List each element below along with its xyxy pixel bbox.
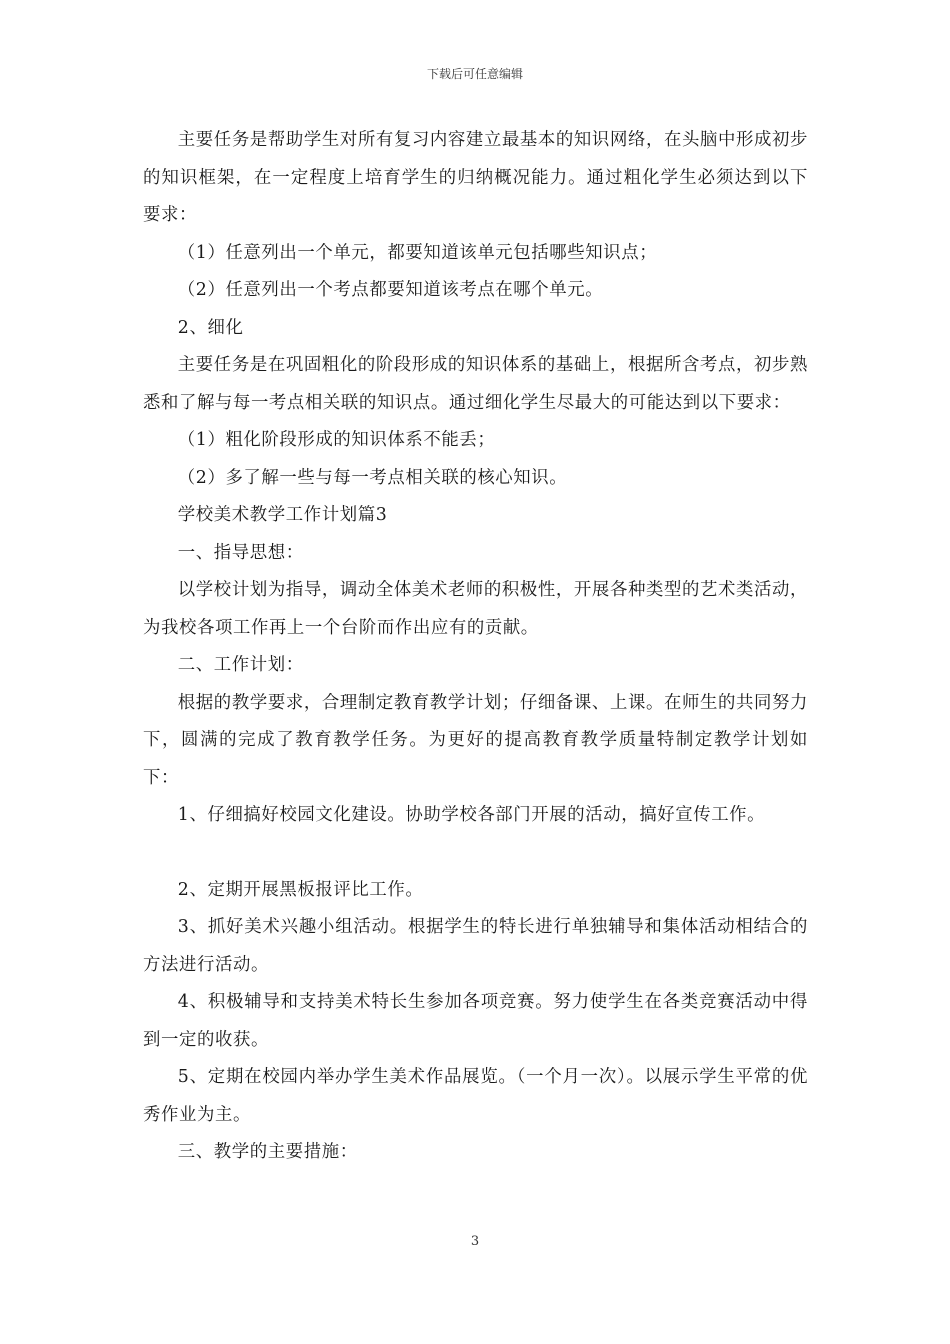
paragraph: 主要任务是帮助学生对所有复习内容建立最基本的知识网络，在头脑中形成初步的知识框架，在一定程度上培育学生的归纳概况能力。通过粗化学生必须达到以下要求： xyxy=(143,130,808,225)
list-item: 4、积极辅导和支持美术特长生参加各项竞赛。努力使学生在各类竞赛活动中得到一定的收获。 xyxy=(143,992,808,1050)
paragraph: 主要任务是在巩固粗化的阶段形成的知识体系的基础上，根据所含考点，初步熟悉和了解与每一考点相关联的知识点。通过细化学生尽最大的可能达到以下要求： xyxy=(143,355,808,413)
page-number: 3 xyxy=(470,1234,480,1249)
list-item: （2）多了解一些与每一考点相关联的核心知识。 xyxy=(177,467,568,488)
list-item: （2）任意列出一个考点都要知道该考点在哪个单元。 xyxy=(177,280,604,300)
list-item: （1）任意列出一个单元，都要知道该单元包括哪些知识点； xyxy=(177,242,658,263)
list-item: 1、仔细搞好校园文化建设。协助学校各部门开展的活动，搞好宣传工作。 xyxy=(177,805,766,825)
blank-line xyxy=(143,835,808,872)
section-heading: 一、指导思想： xyxy=(177,542,304,563)
document-title: 学校美术教学工作计划篇3 xyxy=(177,505,388,525)
paragraph: 根据的教学要求，合理制定教育教学计划；仔细备课、上课。在师生的共同努力下，圆满的完成了教育教学任务。为更好的提高教育教学质量特制定教学计划如下： xyxy=(143,692,808,788)
paragraph: 以学校计划为指导，调动全体美术老师的积极性，开展各种类型的艺术类活动，为我校各项工作再上一个台阶而作出应有的贡献。 xyxy=(143,580,808,638)
page-header: 下载后可任意编辑 xyxy=(426,67,523,81)
section-heading: 2、细化 xyxy=(177,317,244,338)
document-body xyxy=(143,122,808,1172)
section-heading: 三、教学的主要措施： xyxy=(177,1142,358,1162)
list-item: 2、定期开展黑板报评比工作。 xyxy=(177,879,424,900)
list-item: 3、抓好美术兴趣小组活动。根据学生的特长进行单独辅导和集体活动相结合的方法进行活动。 xyxy=(143,917,808,975)
list-item: 5、定期在校园内举办学生美术作品展览。（一个月一次）。以展示学生平常的优秀作业为主。 xyxy=(143,1067,808,1125)
section-heading: 二、工作计划： xyxy=(177,655,304,675)
list-item: （1）粗化阶段形成的知识体系不能丢； xyxy=(177,430,496,450)
